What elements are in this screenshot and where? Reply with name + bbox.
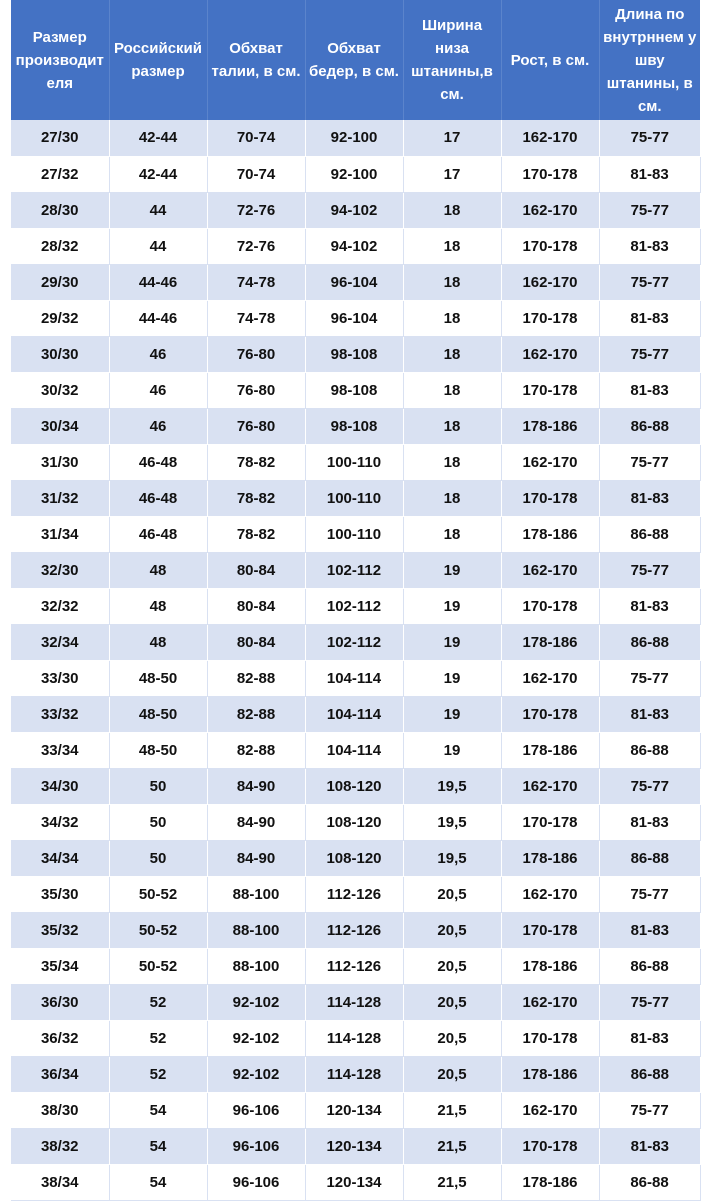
cell-manufacturer-size: 36/34 <box>11 1056 109 1092</box>
cell-leg-opening: 20,5 <box>403 948 501 984</box>
table-row <box>11 300 700 336</box>
cell-russian-size: 44 <box>109 192 207 228</box>
cell-height: 170-178 <box>501 480 599 516</box>
cell-height: 178-186 <box>501 732 599 768</box>
cell-manufacturer-size: 31/34 <box>11 516 109 552</box>
cell-russian-size: 54 <box>109 1128 207 1164</box>
cell-hips: 108-120 <box>305 840 403 876</box>
cell-manufacturer-size: 33/30 <box>11 660 109 696</box>
cell-russian-size: 52 <box>109 984 207 1020</box>
cell-inseam: 86-88 <box>599 1164 700 1200</box>
cell-waist: 78-82 <box>207 516 305 552</box>
cell-height: 178-186 <box>501 516 599 552</box>
cell-inseam: 86-88 <box>599 624 700 660</box>
cell-height: 170-178 <box>501 804 599 840</box>
cell-height: 162-170 <box>501 660 599 696</box>
cell-leg-opening: 20,5 <box>403 984 501 1020</box>
header-manufacturer-size: Размер производителя <box>11 0 109 120</box>
table-row <box>11 1056 700 1092</box>
cell-waist: 82-88 <box>207 660 305 696</box>
cell-manufacturer-size: 29/30 <box>11 264 109 300</box>
cell-inseam: 75-77 <box>599 984 700 1020</box>
cell-manufacturer-size: 38/34 <box>11 1164 109 1200</box>
cell-manufacturer-size: 32/30 <box>11 552 109 588</box>
cell-hips: 100-110 <box>305 444 403 480</box>
header-row <box>11 0 700 120</box>
cell-russian-size: 46 <box>109 408 207 444</box>
cell-manufacturer-size: 35/30 <box>11 876 109 912</box>
cell-waist: 84-90 <box>207 804 305 840</box>
table-row <box>11 228 700 264</box>
cell-waist: 88-100 <box>207 948 305 984</box>
table-row <box>11 444 700 480</box>
cell-height: 178-186 <box>501 408 599 444</box>
table-row <box>11 1092 700 1128</box>
cell-manufacturer-size: 33/34 <box>11 732 109 768</box>
cell-inseam: 75-77 <box>599 552 700 588</box>
cell-manufacturer-size: 36/30 <box>11 984 109 1020</box>
cell-waist: 96-106 <box>207 1164 305 1200</box>
cell-leg-opening: 21,5 <box>403 1128 501 1164</box>
cell-inseam: 81-83 <box>599 1020 700 1056</box>
cell-waist: 72-76 <box>207 228 305 264</box>
cell-leg-opening: 18 <box>403 408 501 444</box>
table-row <box>11 588 700 624</box>
cell-manufacturer-size: 28/32 <box>11 228 109 264</box>
cell-inseam: 81-83 <box>599 912 700 948</box>
cell-manufacturer-size: 33/32 <box>11 696 109 732</box>
cell-height: 162-170 <box>501 876 599 912</box>
cell-waist: 92-102 <box>207 1056 305 1092</box>
cell-inseam: 75-77 <box>599 120 700 156</box>
cell-height: 170-178 <box>501 912 599 948</box>
cell-hips: 114-128 <box>305 984 403 1020</box>
cell-russian-size: 48-50 <box>109 696 207 732</box>
table-row <box>11 336 700 372</box>
cell-hips: 114-128 <box>305 1020 403 1056</box>
table-row <box>11 156 700 192</box>
table-row <box>11 516 700 552</box>
table-row <box>11 948 700 984</box>
cell-manufacturer-size: 36/32 <box>11 1020 109 1056</box>
cell-inseam: 81-83 <box>599 480 700 516</box>
cell-leg-opening: 19 <box>403 588 501 624</box>
cell-leg-opening: 20,5 <box>403 1056 501 1092</box>
cell-manufacturer-size: 35/32 <box>11 912 109 948</box>
cell-waist: 70-74 <box>207 156 305 192</box>
cell-manufacturer-size: 27/30 <box>11 120 109 156</box>
cell-russian-size: 44-46 <box>109 300 207 336</box>
cell-russian-size: 50-52 <box>109 876 207 912</box>
cell-leg-opening: 20,5 <box>403 876 501 912</box>
cell-russian-size: 42-44 <box>109 120 207 156</box>
cell-height: 178-186 <box>501 948 599 984</box>
cell-leg-opening: 18 <box>403 480 501 516</box>
cell-waist: 78-82 <box>207 444 305 480</box>
cell-height: 178-186 <box>501 1164 599 1200</box>
cell-russian-size: 54 <box>109 1164 207 1200</box>
header-hips: Обхват бедер, в см. <box>305 0 403 120</box>
cell-waist: 92-102 <box>207 984 305 1020</box>
cell-waist: 84-90 <box>207 840 305 876</box>
cell-waist: 82-88 <box>207 696 305 732</box>
cell-hips: 94-102 <box>305 192 403 228</box>
cell-inseam: 86-88 <box>599 516 700 552</box>
cell-hips: 114-128 <box>305 1056 403 1092</box>
cell-leg-opening: 19 <box>403 624 501 660</box>
cell-height: 162-170 <box>501 444 599 480</box>
header-russian-size: Российский размер <box>109 0 207 120</box>
cell-height: 162-170 <box>501 552 599 588</box>
cell-waist: 72-76 <box>207 192 305 228</box>
cell-russian-size: 48-50 <box>109 732 207 768</box>
cell-leg-opening: 19 <box>403 696 501 732</box>
table-header <box>11 0 700 120</box>
header-leg-opening: Ширина низа штанины,в см. <box>403 0 501 120</box>
cell-height: 162-170 <box>501 768 599 804</box>
cell-manufacturer-size: 38/32 <box>11 1128 109 1164</box>
cell-leg-opening: 18 <box>403 372 501 408</box>
cell-leg-opening: 18 <box>403 228 501 264</box>
cell-leg-opening: 19 <box>403 660 501 696</box>
cell-manufacturer-size: 28/30 <box>11 192 109 228</box>
cell-manufacturer-size: 34/34 <box>11 840 109 876</box>
cell-waist: 78-82 <box>207 480 305 516</box>
cell-russian-size: 48 <box>109 552 207 588</box>
table-row <box>11 912 700 948</box>
cell-manufacturer-size: 30/34 <box>11 408 109 444</box>
cell-inseam: 81-83 <box>599 588 700 624</box>
cell-height: 170-178 <box>501 588 599 624</box>
table-row <box>11 192 700 228</box>
size-chart <box>11 0 700 1201</box>
cell-russian-size: 46 <box>109 336 207 372</box>
cell-waist: 74-78 <box>207 300 305 336</box>
cell-leg-opening: 18 <box>403 300 501 336</box>
table-row <box>11 1020 700 1056</box>
cell-height: 162-170 <box>501 336 599 372</box>
cell-hips: 108-120 <box>305 768 403 804</box>
cell-waist: 88-100 <box>207 912 305 948</box>
cell-russian-size: 50-52 <box>109 948 207 984</box>
table-row <box>11 984 700 1020</box>
cell-height: 170-178 <box>501 1020 599 1056</box>
cell-leg-opening: 21,5 <box>403 1092 501 1128</box>
cell-inseam: 81-83 <box>599 804 700 840</box>
cell-hips: 96-104 <box>305 300 403 336</box>
cell-hips: 98-108 <box>305 408 403 444</box>
cell-manufacturer-size: 32/32 <box>11 588 109 624</box>
cell-waist: 96-106 <box>207 1092 305 1128</box>
cell-leg-opening: 18 <box>403 444 501 480</box>
cell-waist: 76-80 <box>207 408 305 444</box>
cell-height: 162-170 <box>501 264 599 300</box>
cell-inseam: 86-88 <box>599 408 700 444</box>
cell-russian-size: 50 <box>109 840 207 876</box>
cell-manufacturer-size: 31/30 <box>11 444 109 480</box>
cell-height: 162-170 <box>501 1092 599 1128</box>
header-inseam: Длина по внутрннем у шву штанины, в см. <box>599 0 700 120</box>
cell-manufacturer-size: 34/30 <box>11 768 109 804</box>
cell-hips: 102-112 <box>305 588 403 624</box>
cell-waist: 84-90 <box>207 768 305 804</box>
cell-height: 162-170 <box>501 120 599 156</box>
cell-height: 178-186 <box>501 624 599 660</box>
cell-hips: 92-100 <box>305 156 403 192</box>
cell-inseam: 81-83 <box>599 1128 700 1164</box>
cell-leg-opening: 19,5 <box>403 840 501 876</box>
table-row <box>11 264 700 300</box>
cell-leg-opening: 17 <box>403 120 501 156</box>
cell-height: 170-178 <box>501 372 599 408</box>
cell-hips: 102-112 <box>305 552 403 588</box>
cell-leg-opening: 21,5 <box>403 1164 501 1200</box>
cell-hips: 112-126 <box>305 912 403 948</box>
cell-manufacturer-size: 38/30 <box>11 1092 109 1128</box>
cell-manufacturer-size: 30/32 <box>11 372 109 408</box>
cell-hips: 92-100 <box>305 120 403 156</box>
cell-waist: 80-84 <box>207 624 305 660</box>
header-height: Рост, в см. <box>501 0 599 120</box>
cell-waist: 82-88 <box>207 732 305 768</box>
cell-russian-size: 42-44 <box>109 156 207 192</box>
cell-inseam: 86-88 <box>599 732 700 768</box>
table-row <box>11 840 700 876</box>
cell-manufacturer-size: 32/34 <box>11 624 109 660</box>
cell-height: 178-186 <box>501 1056 599 1092</box>
cell-russian-size: 44 <box>109 228 207 264</box>
cell-waist: 76-80 <box>207 372 305 408</box>
table-row <box>11 1128 700 1164</box>
table-body <box>11 120 700 1200</box>
cell-leg-opening: 19 <box>403 732 501 768</box>
cell-inseam: 75-77 <box>599 444 700 480</box>
cell-russian-size: 46 <box>109 372 207 408</box>
header-waist: Обхват талии, в см. <box>207 0 305 120</box>
cell-hips: 112-126 <box>305 876 403 912</box>
cell-inseam: 81-83 <box>599 228 700 264</box>
cell-height: 170-178 <box>501 228 599 264</box>
table-row <box>11 552 700 588</box>
table-row <box>11 120 700 156</box>
cell-waist: 70-74 <box>207 120 305 156</box>
cell-russian-size: 46-48 <box>109 480 207 516</box>
cell-leg-opening: 18 <box>403 264 501 300</box>
cell-manufacturer-size: 29/32 <box>11 300 109 336</box>
cell-inseam: 75-77 <box>599 336 700 372</box>
cell-hips: 98-108 <box>305 372 403 408</box>
cell-russian-size: 54 <box>109 1092 207 1128</box>
cell-inseam: 75-77 <box>599 768 700 804</box>
cell-russian-size: 46-48 <box>109 444 207 480</box>
cell-russian-size: 52 <box>109 1020 207 1056</box>
cell-hips: 94-102 <box>305 228 403 264</box>
cell-hips: 112-126 <box>305 948 403 984</box>
cell-hips: 100-110 <box>305 516 403 552</box>
table-row <box>11 372 700 408</box>
cell-inseam: 86-88 <box>599 1056 700 1092</box>
cell-height: 178-186 <box>501 840 599 876</box>
cell-leg-opening: 19,5 <box>403 768 501 804</box>
cell-leg-opening: 17 <box>403 156 501 192</box>
cell-waist: 96-106 <box>207 1128 305 1164</box>
cell-leg-opening: 19,5 <box>403 804 501 840</box>
table-row <box>11 624 700 660</box>
table-row <box>11 1164 700 1200</box>
table-row <box>11 480 700 516</box>
cell-russian-size: 48 <box>109 624 207 660</box>
cell-height: 162-170 <box>501 192 599 228</box>
cell-hips: 100-110 <box>305 480 403 516</box>
cell-inseam: 75-77 <box>599 660 700 696</box>
cell-hips: 102-112 <box>305 624 403 660</box>
cell-leg-opening: 18 <box>403 336 501 372</box>
cell-height: 170-178 <box>501 1128 599 1164</box>
cell-inseam: 75-77 <box>599 264 700 300</box>
size-table <box>11 0 701 1201</box>
cell-leg-opening: 19 <box>403 552 501 588</box>
cell-manufacturer-size: 34/32 <box>11 804 109 840</box>
cell-height: 162-170 <box>501 984 599 1020</box>
cell-waist: 88-100 <box>207 876 305 912</box>
table-row <box>11 408 700 444</box>
cell-manufacturer-size: 31/32 <box>11 480 109 516</box>
cell-leg-opening: 20,5 <box>403 1020 501 1056</box>
cell-hips: 120-134 <box>305 1164 403 1200</box>
table-row <box>11 660 700 696</box>
cell-russian-size: 50-52 <box>109 912 207 948</box>
cell-height: 170-178 <box>501 300 599 336</box>
cell-inseam: 81-83 <box>599 372 700 408</box>
cell-manufacturer-size: 35/34 <box>11 948 109 984</box>
cell-hips: 108-120 <box>305 804 403 840</box>
cell-hips: 104-114 <box>305 660 403 696</box>
cell-inseam: 75-77 <box>599 192 700 228</box>
cell-waist: 74-78 <box>207 264 305 300</box>
cell-hips: 120-134 <box>305 1128 403 1164</box>
table-row <box>11 696 700 732</box>
cell-leg-opening: 18 <box>403 516 501 552</box>
cell-manufacturer-size: 27/32 <box>11 156 109 192</box>
cell-height: 170-178 <box>501 696 599 732</box>
cell-leg-opening: 18 <box>403 192 501 228</box>
cell-waist: 92-102 <box>207 1020 305 1056</box>
cell-russian-size: 48 <box>109 588 207 624</box>
table-row <box>11 768 700 804</box>
cell-height: 170-178 <box>501 156 599 192</box>
table-row <box>11 804 700 840</box>
cell-inseam: 81-83 <box>599 696 700 732</box>
cell-hips: 104-114 <box>305 732 403 768</box>
cell-hips: 96-104 <box>305 264 403 300</box>
cell-hips: 104-114 <box>305 696 403 732</box>
cell-hips: 98-108 <box>305 336 403 372</box>
cell-inseam: 86-88 <box>599 840 700 876</box>
cell-inseam: 75-77 <box>599 1092 700 1128</box>
table-row <box>11 876 700 912</box>
cell-russian-size: 50 <box>109 768 207 804</box>
cell-manufacturer-size: 30/30 <box>11 336 109 372</box>
cell-russian-size: 48-50 <box>109 660 207 696</box>
cell-inseam: 86-88 <box>599 948 700 984</box>
cell-leg-opening: 20,5 <box>403 912 501 948</box>
cell-waist: 76-80 <box>207 336 305 372</box>
cell-waist: 80-84 <box>207 588 305 624</box>
cell-russian-size: 44-46 <box>109 264 207 300</box>
cell-russian-size: 46-48 <box>109 516 207 552</box>
cell-inseam: 75-77 <box>599 876 700 912</box>
cell-hips: 120-134 <box>305 1092 403 1128</box>
cell-russian-size: 52 <box>109 1056 207 1092</box>
cell-waist: 80-84 <box>207 552 305 588</box>
table-row <box>11 732 700 768</box>
cell-inseam: 81-83 <box>599 300 700 336</box>
cell-russian-size: 50 <box>109 804 207 840</box>
cell-inseam: 81-83 <box>599 156 700 192</box>
